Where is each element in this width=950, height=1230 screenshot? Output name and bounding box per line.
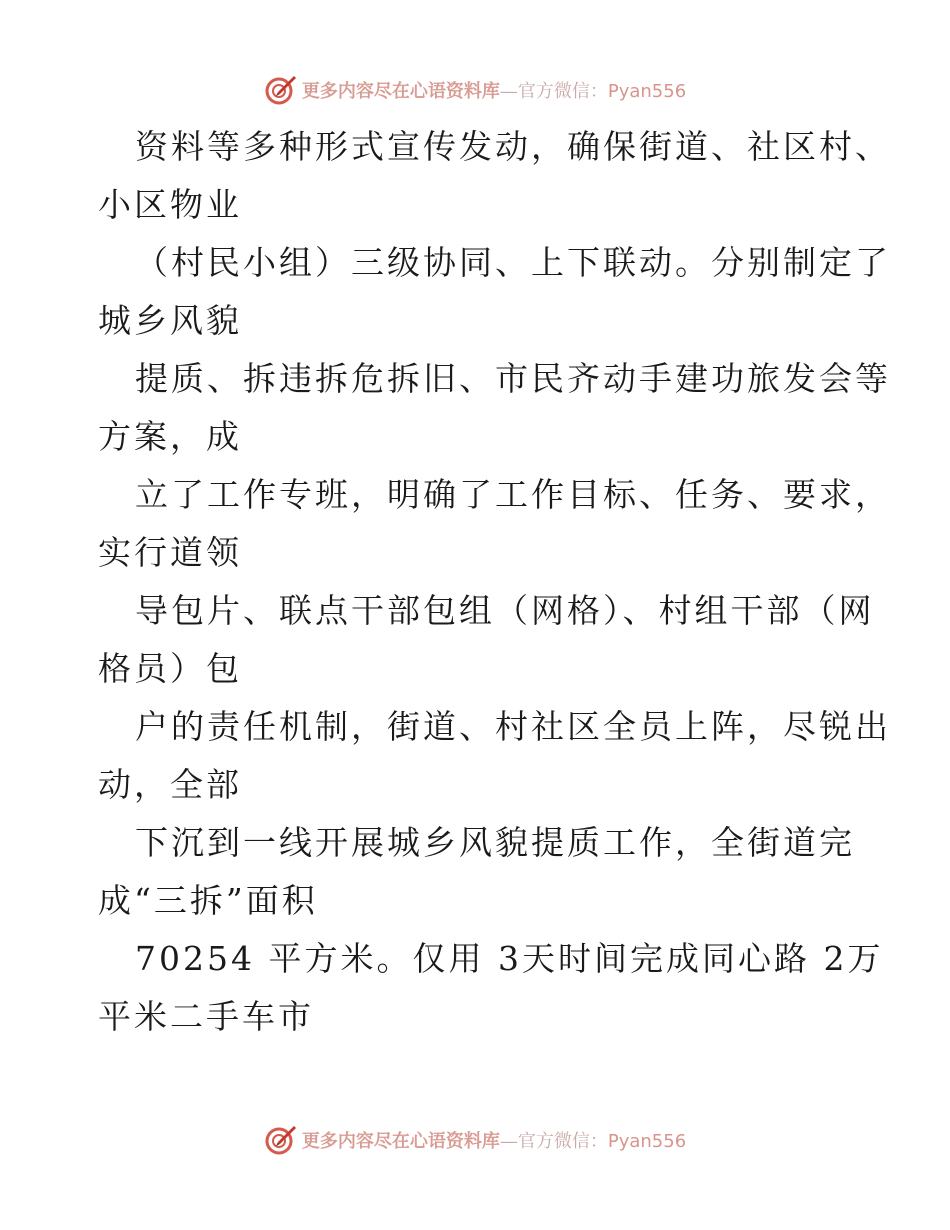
document-body [98, 118, 891, 1046]
text-line: 城乡风貌 [98, 301, 242, 340]
watermark-text [302, 1127, 686, 1153]
watermark-brand: 更多内容尽在心语资料库 [301, 81, 500, 102]
watermark-dash: — [499, 1131, 518, 1152]
watermark-brand: 更多内容尽在心语资料库 [301, 1131, 500, 1152]
text-line: 方案，成 [98, 417, 242, 456]
text-line: 70254 平方米。仅用 3天时间完成同心路 2万 [135, 939, 884, 978]
watermark-official: 官方微信： [517, 81, 608, 102]
text-line: 提质、拆违拆危拆旧、市民齐动手建功旅发会等 [135, 359, 891, 398]
watermark-dash: — [499, 81, 518, 102]
watermark-id: Pyan556 [607, 1131, 687, 1152]
text-line: 户的责任机制，街道、村社区全员上阵，尽锐出 [135, 707, 891, 746]
text-line: 实行道领 [98, 533, 242, 572]
watermark-official: 官方微信： [517, 1131, 608, 1152]
watermark-id: Pyan556 [607, 81, 687, 102]
text-line: 动，全部 [98, 765, 242, 804]
text-line: 平米二手车市 [98, 997, 314, 1036]
text-line: 下沉到一线开展城乡风貌提质工作，全街道完 [135, 823, 855, 862]
header-watermark [0, 70, 950, 110]
watermark-text [302, 77, 686, 103]
text-line: 小区物业 [98, 185, 242, 224]
text-line: 格员）包 [98, 649, 242, 688]
text-line: 导包片、联点干部包组（网格）、村组干部（网 [135, 591, 875, 630]
brand-logo-icon [264, 1123, 298, 1157]
brand-logo-icon [264, 73, 298, 107]
text-line: 成“三拆”面积 [98, 881, 318, 920]
footer-watermark [0, 1120, 950, 1160]
text-line: 立了工作专班，明确了工作目标、任务、要求， [135, 475, 891, 514]
text-line: （村民小组）三级协同、上下联动。分别制定了 [135, 243, 891, 282]
text-line: 资料等多种形式宣传发动，确保街道、社区村、 [135, 127, 891, 166]
